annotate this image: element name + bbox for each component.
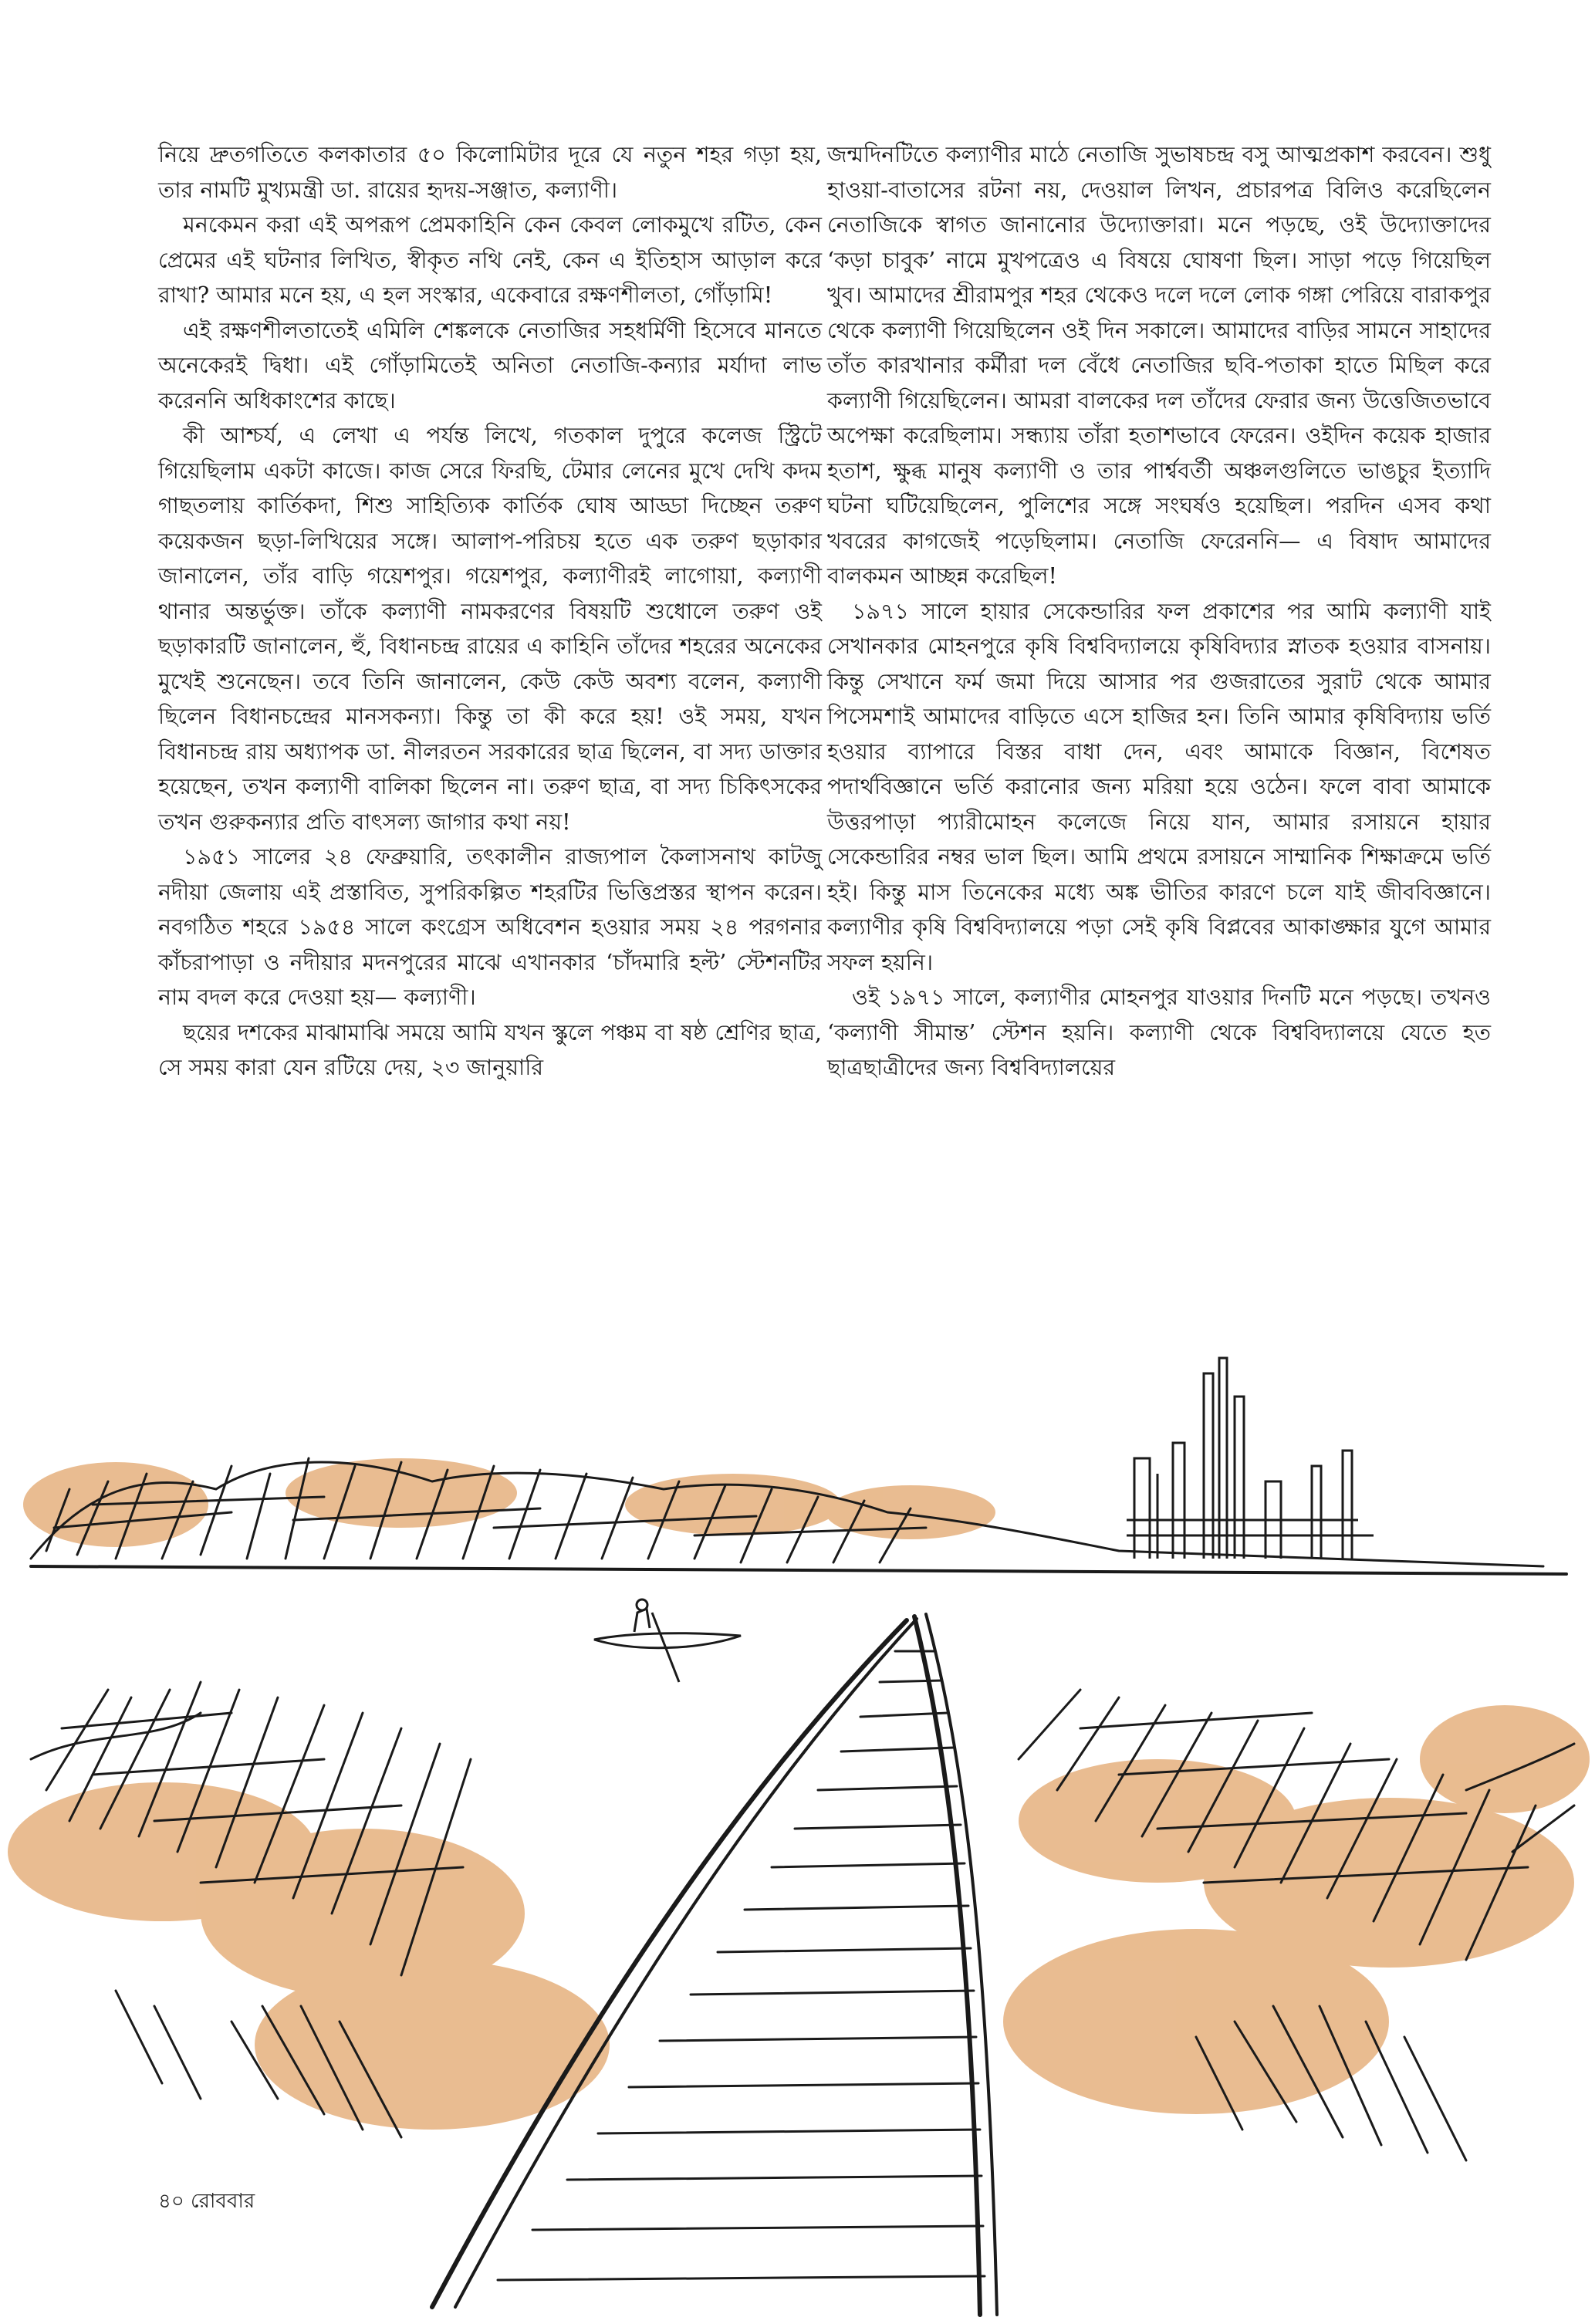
page-folio: ৪০ রোববার (158, 2190, 255, 2213)
paragraph: ১৯৭১ সালে হায়ার সেকেন্ডারির ফল প্রকাশের পর আমি কল্যাণী যাই সেখানকার মোহনপুরে কৃষি বিশ্ববিদ্যালয়ে কৃষিবিদ্যার স্নাতক হওয়ার বাসনায়। কিন্তু সেখানে ফর্ম জমা দিয়ে আসার পর গুজরাতের সুরাট থেকে আমার পিসেমশাই আমাদের বাড়িতে এসে হাজির হন। তিনি আমার কৃষিবিদ্যায় ভর্তি হওয়ার ব্যাপারে বিস্তর বাধা দেন, এবং আমাকে বিজ্ঞান, বিশেষত পদার্থবিজ্ঞানে ভর্তি করানোর জন্য মরিয়া হয়ে ওঠেন। ফলে বাবা আমাকে উত্তরপাড়া প্যারীমোহন কলেজে নিয়ে যান, আমার রসায়নে হায়ার সেকেন্ডারির নম্বর ভাল ছিল। আমি প্রথমে রসায়নে সাম্মানিক শিক্ষাক্রমে ভর্তি হই। কিন্তু মাস তিনেকের মধ্যে অঙ্ক ভীতির কারণে চলে যাই জীববিজ্ঞানে। কল্যাণীর কৃষি বিশ্ববিদ্যালয়ে পড়া সেই কৃষি বিপ্লবের আকাঙ্ক্ষার যুগে আমার সফল হয়নি। (827, 598, 1491, 975)
paragraph: ওই ১৯৭১ সালে, কল্যাণীর মোহনপুর যাওয়ার দিনটি মনে পড়ছে। তখনও ‘কল্যাণী সীমান্ত’ স্টেশন হয়নি। কল্যাণী থেকে বিশ্ববিদ্যালয়ে যেতে হত ছাত্রছাত্রীদের জন্য বিশ্ববিদ্যালয়ের (827, 985, 1491, 1080)
boat-sketch (594, 1599, 741, 1682)
paragraph: জন্মদিনটিতে কল্যাণীর মাঠে নেতাজি সুভাষচন্দ্র বসু আত্মপ্রকাশ করবেন। শুধু হাওয়া-বাতাসের রটনা নয়, দেওয়াল লিখন, প্রচারপত্র বিলিও করেছিলেন নেতাজিকে স্বাগত জানানোর উদ্যোক্তারা। মনে পড়ছে, ওই উদ্যোক্তাদের ‘কড়া চাবুক’ নামে মুখপত্রেও এ বিষয়ে ঘোষণা ছিল। সাড়া পড়ে গিয়েছিল খুব। আমাদের শ্রীরামপুর শহর থেকেও দলে দলে লোক গঙ্গা পেরিয়ে বারাকপুর থেকে কল্যাণী গিয়েছিলেন ওই দিন সকালে। আমাদের বাড়ির সামনে সাহাদের তাঁত কারখানার কর্মীরা দল বেঁধে নেতাজির ছবি-পতাকা হাতে মিছিল করে কল্যাণী গিয়েছিলেন। আমরা বালকের দল তাঁদের ফেরার জন্য উত্তেজিতভাবে অপেক্ষা করেছিলাম। সন্ধ্যায় তাঁরা হতাশভাবে ফেরেন। ওইদিন কয়েক হাজার হতাশ, ক্ষুব্ধ মানুষ কল্যাণী ও তার পার্শ্ববর্তী অঞ্চলগুলিতে ভাঙচুর ইত্যাদি ঘটনা ঘটিয়েছিলেন, পুলিশের সঙ্গে সংঘর্ষও হয়েছিল। পরদিন এসব কথা খবরের কাগজেই পড়েছিলাম। নেতাজি ফেরেননি— এ বিষাদ আমাদের বালকমন আচ্ছন্ন করেছিল! (827, 142, 1491, 589)
paragraph: এই রক্ষণশীলতাতেই এমিলি শেঙ্কলকে নেতাজির সহধর্মিণী হিসেবে মানতে অনেকেরই দ্বিধা। এই গোঁড়ামিতেই অনিতা নেতাজি-কন্যার মর্যাদা লাভ করেননি অধিকাংশের কাছে। (158, 317, 822, 414)
paragraph: কী আশ্চর্য, এ লেখা এ পর্যন্ত লিখে, গতকাল দুপুরে কলেজ স্ট্রিটে গিয়েছিলাম একটা কাজে। কাজ সেরে ফিরছি, টেমার লেনের মুখে দেখি কদম গাছতলায় কার্তিকদা, শিশু সাহিত্যিক কার্তিক ঘোষ আড্ডা দিচ্ছেন তরুণ কয়েকজন ছড়া-লিখিয়ের সঙ্গে। আলাপ-পরিচয় হতে এক তরুণ ছড়াকার জানালেন, তাঁর বাড়ি গয়েশপুর। গয়েশপুর, কল্যাণীরই লাগোয়া, কল্যাণী থানার অন্তর্ভুক্ত। তাঁকে কল্যাণী নামকরণের বিষয়টি শুধোলে তরুণ ওই ছড়াকারটি জানালেন, হুঁ, বিধানচন্দ্র রায়ের এ কাহিনি তাঁদের শহরের অনেকের মুখেই শুনেছেন। তবে তিনি জানালেন, কেউ কেউ অবশ্য বলেন, কল্যাণী ছিলেন বিধানচন্দ্রের মানসকন্যা। কিন্তু তা কী করে হয়! ওই সময়, যখন বিধানচন্দ্র রায় অধ্যাপক ডা. নীলরতন সরকারের ছাত্র ছিলেন, বা সদ্য ডাক্তার হয়েছেন, তখন কল্যাণী বালিকা ছিলেন না। তরুণ ছাত্র, বা সদ্য চিকিৎসকের তখন গুরুকন্যার প্রতি বাৎসল্য জাগার কথা নয়! (158, 423, 822, 835)
paragraph: মনকেমন করা এই অপরূপ প্রেমকাহিনি কেন কেবল লোকমুখে রটিত, কেন প্রেমের এই ঘটনার লিখিত, স্বীকৃত নথি নেই, কেন এ ইতিহাস আড়াল করে রাখা? আমার মনে হয়, এ হল সংস্কার, একেবারে রক্ষণশীলতা, গোঁড়ামি! (158, 212, 822, 308)
text-column-right (827, 137, 1491, 1086)
paragraph: ১৯৫১ সালের ২৪ ফেব্রুয়ারি, তৎকালীন রাজ্যপাল কৈলাসনাথ কাটজু নদীয়া জেলায় এই প্রস্তাবিত, সুপরিকল্পিত শহরটির ভিত্তিপ্রস্তর স্থাপন করেন। নবগঠিত শহরে ১৯৫৪ সালে কংগ্রেস অধিবেশন হওয়ার সময় ২৪ পরগনার কাঁচরাপাড়া ও নদীয়ার মদনপুরের মাঝে এখানকার ‘চাঁদমারি হল্ট’ স্টেশনটির নাম বদল করে দেওয়া হয়— কল্যাণী। (158, 844, 822, 1010)
paragraph: নিয়ে দ্রুতগতিতে কলকাতার ৫০ কিলোমিটার দূরে যে নতুন শহর গড়া হয়, তার নামটি মুখ্যমন্ত্রী ডা. রায়ের হৃদয়-সঞ্জাত, কল্যাণী। (158, 142, 822, 203)
text-column-left (158, 137, 822, 1086)
paragraph: ছয়ের দশকের মাঝামাঝি সময়ে আমি যখন স্কুলে পঞ্চম বা ষষ্ঠ শ্রেণির ছাত্র, সে সময় কারা যেন রটিয়ে দেয়, ২৩ জানুয়ারি (158, 1019, 822, 1080)
landscape-sketch-illustration (0, 1327, 1595, 2322)
distant-towers (1127, 1358, 1374, 1559)
railway-track (432, 1614, 997, 2315)
